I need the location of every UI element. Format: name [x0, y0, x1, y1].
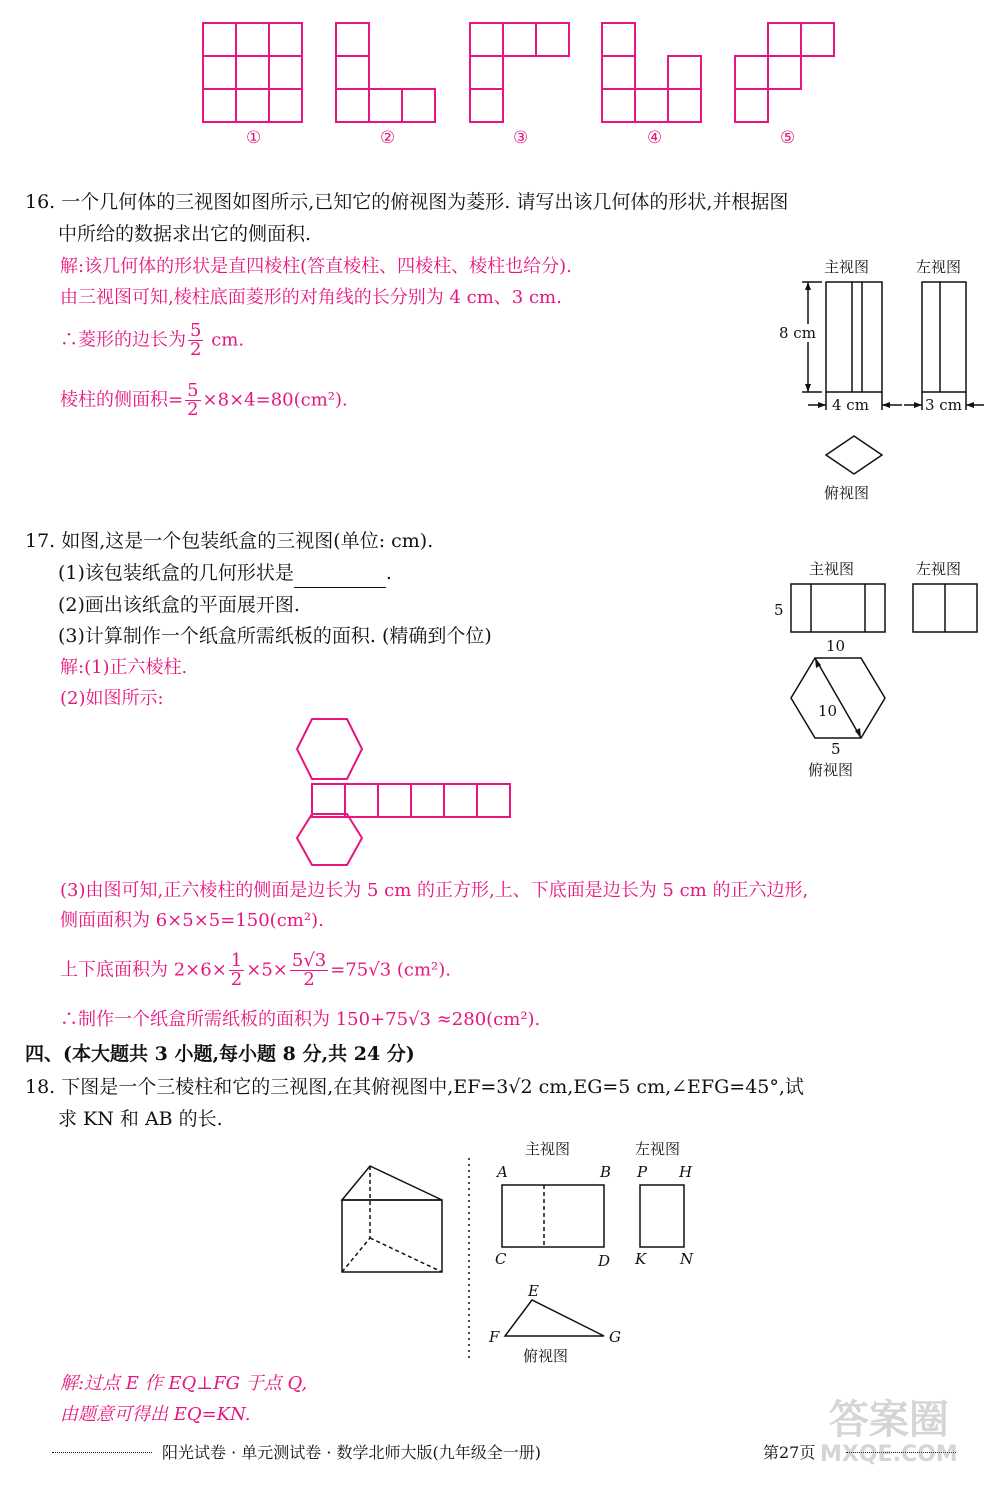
q17-frac-root: [290, 952, 328, 989]
net-label-2: ②: [380, 128, 396, 148]
q17-ans5-post: =75√3 (cm²).: [330, 959, 452, 981]
q17-answer-line1: 解:(1)正六棱柱.: [60, 657, 188, 678]
footer-page-number: 第27页: [763, 1443, 816, 1462]
q17-length-label: 10: [826, 637, 846, 655]
q16-three-view-figure: [780, 278, 990, 478]
q17-part1-end: .: [385, 562, 392, 584]
q18-text-line1: 18. 下图是一个三棱柱和它的三视图,在其俯视图中,EF=3√2 cm,EG=5 cm,∠EFG=45°,试: [25, 1076, 804, 1098]
q17-answer-line3: (3)由图可知,正六棱柱的侧面是边长为 5 cm 的正方形,上、下底面是边长为 5 cm 的正六边形,: [60, 880, 809, 901]
q18-figure: [330, 1150, 710, 1365]
q18-front-view-label: 主视图: [525, 1140, 571, 1158]
watermark-logo: [820, 1398, 958, 1468]
net-3: [470, 23, 569, 122]
footer-title: 阳光试卷 · 单元测试卷 · 数学北师大版(九年级全一册): [162, 1443, 542, 1462]
q17-diag-label: 10: [818, 702, 838, 720]
q18-point-A: A: [497, 1163, 508, 1181]
q17-top-view-label: 俯视图: [808, 761, 854, 779]
q17-text-line3: (2)画出该纸盒的平面展开图.: [58, 594, 300, 616]
q16-text-line1: 16. 一个几何体的三视图如图所示,已知它的俯视图为菱形. 请写出该几何体的形状,并根据图: [25, 191, 789, 213]
q16-answer-line3: [60, 322, 244, 359]
q18-point-E: E: [528, 1282, 539, 1300]
q17-text-line4: (3)计算制作一个纸盒所需纸板的面积. (精确到个位): [58, 625, 492, 647]
q16-answer-line2: 由三视图可知,棱柱底面菱形的对角线的长分别为 4 cm、3 cm.: [60, 287, 562, 308]
frac-den: 2: [187, 399, 199, 420]
q16-frac-a: [188, 322, 203, 359]
q16-front-view-label: 主视图: [824, 258, 870, 276]
q18-answer-line2: 由题意可得出 EQ=KN.: [60, 1404, 251, 1425]
section-4-heading: 四、(本大题共 3 小题,每小题 8 分,共 24 分): [25, 1043, 415, 1065]
watermark-url: MXQE.COM: [820, 1442, 958, 1467]
q16-width-front-label: 4 cm: [832, 396, 869, 414]
frac-den: 2: [190, 339, 202, 360]
q16-answer-line1: 解:该几何体的形状是直四棱柱(答直棱柱、四棱柱、棱柱也给分).: [60, 256, 572, 277]
q17-part1-text: (1)该包装纸盒的几何形状是: [58, 562, 294, 584]
footer-rule-left: [52, 1452, 152, 1453]
q16-text-line2: 中所给的数据求出它的侧面积.: [58, 223, 312, 245]
q17-front-view-label: 主视图: [809, 560, 855, 578]
q18-point-H: H: [679, 1163, 693, 1181]
q18-point-P: P: [637, 1163, 648, 1181]
net-label-3: ③: [513, 128, 529, 148]
frac-den: 2: [230, 969, 243, 990]
q17-answer-line2: (2)如图所示:: [60, 688, 164, 709]
q16-frac-b: [185, 382, 200, 419]
net-1: [203, 23, 302, 122]
q17-frac-half: [229, 952, 244, 989]
q17-text-line1: 17. 如图,这是一个包装纸盒的三视图(单位: cm).: [25, 530, 434, 552]
q18-answer-line1: 解:过点 E 作 EQ⊥FG 于点 Q,: [60, 1373, 308, 1394]
q16-width-left-label: 3 cm: [925, 396, 962, 414]
q18-point-B: B: [600, 1163, 612, 1181]
frac-den: 2: [303, 969, 315, 990]
net-label-4: ④: [647, 128, 663, 148]
q16-ans3-post: cm.: [211, 329, 245, 351]
watermark-text: 答案圈: [828, 1397, 949, 1443]
q17-text-line2: [58, 558, 392, 588]
net-label-5: ⑤: [780, 128, 796, 148]
frac-num: 5√3: [291, 950, 327, 971]
q17-height-label: 5: [774, 601, 784, 619]
q17-answer-blank[interactable]: [294, 565, 386, 588]
net-2: [336, 23, 435, 122]
q17-side-label: 5: [831, 740, 841, 758]
q17-answer-line4: 侧面面积为 6×5×5=150(cm²).: [60, 910, 324, 931]
q16-ans4-pre: 棱柱的侧面积=: [60, 389, 184, 411]
frac-num: 5: [187, 380, 199, 401]
q17-left-view-label: 左视图: [916, 560, 962, 578]
q16-left-view-label: 左视图: [916, 258, 962, 276]
frac-num: 5: [190, 320, 202, 341]
q18-point-C: C: [495, 1250, 507, 1268]
q18-point-G: G: [609, 1328, 621, 1346]
q16-height-label: 8 cm: [779, 324, 816, 342]
cube-nets-figure: [195, 15, 845, 130]
q18-top-view-label: 俯视图: [523, 1347, 569, 1365]
q17-answer-line5: [60, 952, 451, 989]
net-4: [602, 23, 701, 122]
q17-three-view-figure: [785, 580, 985, 750]
q18-point-F: F: [489, 1328, 500, 1346]
q16-ans4-post: ×8×4=80(cm²).: [202, 389, 348, 411]
net-5: [735, 23, 834, 122]
q16-ans3-pre: ∴菱形的边长为: [60, 329, 186, 351]
q18-point-D: D: [598, 1252, 611, 1270]
q18-left-view-label: 左视图: [635, 1140, 681, 1158]
frac-num: 1: [230, 950, 243, 971]
q17-answer-line6: ∴制作一个纸盒所需纸板的面积为 150+75√3 ≈280(cm²).: [60, 1009, 541, 1030]
q18-point-N: N: [680, 1250, 694, 1268]
q18-text-line2: 求 KN 和 AB 的长.: [58, 1108, 223, 1130]
q18-point-K: K: [635, 1250, 647, 1268]
q17-ans5-pre: 上下底面积为 2×6×: [60, 959, 227, 981]
q17-net-figure: [290, 712, 520, 872]
q16-top-view-label: 俯视图: [824, 484, 870, 502]
q16-answer-line4: [60, 382, 348, 419]
q17-ans5-mid: ×5×: [246, 959, 288, 981]
net-label-1: ①: [246, 128, 262, 148]
